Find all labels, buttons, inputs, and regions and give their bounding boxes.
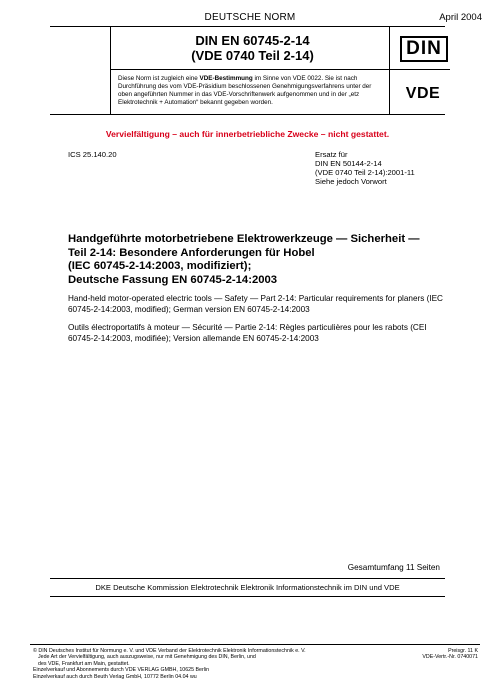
notice-bold: VDE-Bestimmung	[199, 75, 253, 82]
english-title: Hand-held motor-operated electric tools — Safety — Part 2-14: Particular requirements for planers (IEC 60745-2-14:2003, modified); German version EN 60745-2-14:2003	[68, 294, 443, 314]
ersatz-line-2: DIN EN 50144-2-14	[315, 159, 382, 168]
ersatz-line-1: Ersatz für	[315, 150, 348, 159]
committee-name: DKE Deutsche Kommission Elektrotechnik Elektronik Informationstechnik im DIN und VDE	[95, 583, 400, 592]
footer-rule	[30, 644, 480, 645]
standard-number: DIN EN 60745-2-14	[195, 33, 310, 48]
reproduction-warning: Vervielfältigung – auch für innerbetriebliche Zwecke – nicht gestattet.	[105, 129, 390, 139]
din-logo: DIN	[400, 36, 448, 62]
standard-number-block	[120, 33, 385, 63]
ics-code: ICS 25.140.20	[68, 150, 117, 159]
box-mid-rule	[110, 69, 450, 70]
vde-distribution-number: VDE-Vertr.-Nr. 0740071	[422, 654, 478, 661]
notice-prefix: Diese Norm ist zugleich eine	[118, 75, 200, 82]
price-group: Preisgr. 11 K	[448, 648, 478, 654]
total-pages: Gesamtumfang 11 Seiten	[347, 563, 440, 572]
copyright-line-1: © DIN Deutsches Institut für Normung e. V. und VDE Verband der Elektrotechnik Elektronik Informationstechnik e. V.	[33, 648, 306, 654]
committee-bottom-rule	[50, 596, 445, 597]
ersatz-line-3: (VDE 0740 Teil 2-14):2001-11	[315, 168, 415, 177]
box-bottom-rule	[50, 114, 445, 115]
copyright-line-2: Jede Art der Vervielfältigung, auch auszugsweise, nur mit Genehmigung des DIN, Berlin, und	[38, 654, 256, 661]
ersatz-line-4: Siehe jedoch Vorwort	[315, 177, 387, 186]
vde-number: (VDE 0740 Teil 2-14)	[191, 48, 314, 63]
publication-date: April 2004	[439, 12, 482, 23]
copyright-line-3: des VDE, Frankfurt am Main, gestattet.	[38, 660, 130, 667]
committee-top-rule	[50, 578, 445, 579]
replacement-info	[315, 150, 415, 186]
box-divider-right	[389, 26, 390, 114]
footer-price-info	[422, 648, 478, 661]
german-title-line-2: Teil 2-14: Besondere Anforderungen für Hobel	[68, 246, 315, 259]
sales-line-2: Einzelverkauf auch durch Beuth Verlag GmbH, 10772 Berlin 04.04 wu	[33, 673, 197, 680]
german-title-line-3: (IEC 60745-2-14:2003, modifiziert);	[68, 260, 252, 272]
german-title	[68, 233, 448, 287]
vde-logo: VDE	[405, 85, 441, 102]
sales-line-1: Einzelverkauf und Abonnements durch VDE VERLAG GMBH, 10625 Berlin	[33, 667, 210, 674]
norm-label: DEUTSCHE NORM	[204, 12, 296, 23]
footer-copyright	[33, 648, 393, 680]
french-title: Outils électroportatifs à moteur — Sécurité — Partie 2-14: Règles particulières pour les rabots (CEI 60745-2-14:2003, modifiée); Version allemande EN 60745-2-14:2003	[68, 323, 427, 343]
vde-notice	[118, 75, 383, 107]
notice-rest: im Sinne von VDE 0022. Sie ist nach Durchführung des vom VDE-Präsidium beschlossenen Genehmigungsverfahrens unter der oben angeführten Nummer in das VDE-Vorschriftenwerk aufgenommen und in der „etz Elektrotechnik + Automation“ bekannt gegeben worden.	[118, 75, 372, 106]
box-divider-left	[110, 26, 111, 114]
german-title-line-1: Handgeführte motorbetriebene Elektrowerkzeuge — Sicherheit —	[68, 233, 420, 245]
german-title-line-4: Deutsche Fassung EN 60745-2-14:2003	[68, 273, 278, 286]
